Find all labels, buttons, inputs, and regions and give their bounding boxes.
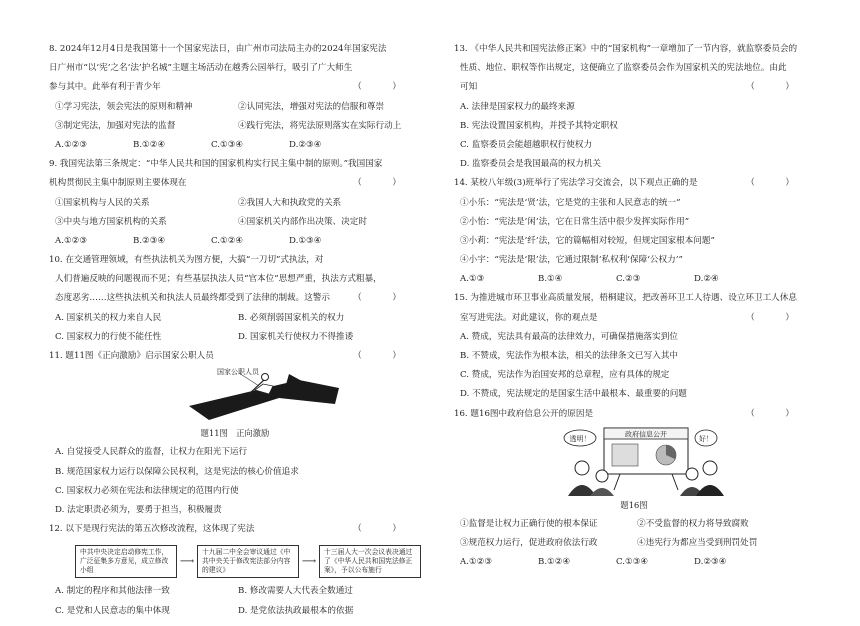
option-4: ④国家机关内部作出决策、决定时 — [238, 216, 367, 227]
option-c: C. 赞成，宪法作为治国安邦的总章程，应有具体的规定 — [460, 370, 670, 381]
option-c: C. 国家权力必须在宪法和法律规定的范围内行使 — [55, 485, 239, 496]
answer-paren: （ ） — [746, 312, 808, 323]
option-row — [49, 602, 421, 621]
option-row — [49, 98, 421, 117]
option-3: ③规范权力运行，促进政府依法行政 — [460, 538, 598, 549]
option-1: ①小乐：“宪法是‘贤’法，它是党的主张和人民意志的统一” — [460, 197, 681, 208]
option-2: ②认同宪法，增强对宪法的信服和尊崇 — [238, 101, 385, 112]
option-row — [49, 309, 421, 328]
question-10 — [49, 251, 421, 347]
choice-c: C.①③④ — [616, 557, 649, 568]
arrow-right-icon: ⟶ — [179, 556, 195, 568]
question-text: 12. 以下是现行宪法的第五次修改流程，这体现了宪法 — [49, 524, 255, 535]
option-d: D. 国家机关行使权力不得推诿 — [238, 331, 354, 342]
question-8 — [49, 40, 421, 155]
question-text: 10. 在交通管理领域，有些执法机关为图方便，大搞“一刀切”式执法，对 — [49, 255, 324, 266]
question-text: 态度恶劣……这些执法机关和执法人员最终都受到了法律的制裁。这警示 — [55, 293, 331, 304]
choice-a: A.①②③ — [55, 139, 88, 150]
question-14 — [454, 174, 814, 289]
question-16 — [454, 405, 814, 573]
question-text: 性质、地位、职权等作出规定，这便确立了监察委员会作为国家机关的宪法地位。由此 — [460, 63, 787, 74]
option-row — [454, 515, 814, 534]
option-a: A. 制定的程序和其他法律一致 — [55, 586, 170, 597]
question-9 — [49, 155, 421, 251]
left-column — [49, 40, 421, 621]
incentive-cartoon — [49, 366, 421, 424]
option-a: A. 自觉接受人民群众的监督，让权力在阳光下运行 — [55, 447, 248, 458]
option-a: A. 赞成，宪法具有最高的法律效力，可确保措施落实到位 — [460, 331, 678, 342]
question-text: 16. 题16图中政府信息公开的原因是 — [454, 408, 594, 419]
answer-paren: （ ） — [746, 408, 808, 419]
flow-step-2: 十九届二中全会审议通过《中共中央关于修改宪法部分内容的建议》 — [197, 545, 299, 578]
option-2: ②小怡：“宪法是‘闲’法，它在日常生活中很少发挥实际作用” — [460, 216, 690, 227]
choice-b: B.②③④ — [133, 235, 166, 246]
answer-paren: （ ） — [353, 82, 415, 93]
option-d: D. 不赞成，宪法规定的是国家生活中最根本、最重要的问题 — [460, 389, 687, 400]
option-row — [49, 582, 421, 601]
option-c: C. 国家权力的行使不能任性 — [55, 331, 162, 342]
option-b: B. 修改需要人大代表全数通过 — [238, 586, 353, 597]
option-row — [49, 194, 421, 213]
info-disclosure-cartoon — [454, 424, 814, 496]
choice-d: D.①③④ — [289, 235, 322, 246]
choice-b: B.①②④ — [133, 139, 166, 150]
question-text: 15. 为推进城市环卫事业高质量发展，梧桐建议，把改善环卫工人待遇、设立环卫工人休息 — [454, 293, 797, 304]
option-row — [49, 213, 421, 232]
option-4: ④违宪行为都应当受到刑罚处罚 — [637, 538, 758, 549]
answer-paren: （ ） — [353, 351, 415, 361]
option-b: B. 宪法设置国家机构，并授予其特定职权 — [460, 120, 618, 131]
option-c: C. 监察委员会能超越职权行使权力 — [460, 139, 593, 150]
option-d: D. 法定职责必须为，要勇于担当，积极履责 — [55, 504, 222, 515]
option-row — [49, 328, 421, 347]
option-d: D. 监察委员会是我国最高的权力机关 — [460, 159, 601, 170]
choice-a: A.①②③ — [460, 557, 493, 568]
figure-caption: 题16图 — [620, 499, 648, 510]
question-text: 可知 — [460, 82, 478, 93]
question-text: 室写进宪法。对此建议，你的观点是 — [460, 312, 598, 323]
question-12 — [49, 520, 421, 621]
choice-d: D.②③④ — [694, 557, 727, 568]
option-a: A. 法律是国家权力的最终来源 — [460, 101, 575, 112]
question-text: 11. 题11图《正向激励》启示国家公职人员 — [49, 351, 214, 361]
choice-b: B.①②④ — [538, 557, 571, 568]
choice-row — [454, 270, 814, 289]
choice-row — [49, 136, 421, 155]
flow-step-1: 中共中央决定启动修宪工作，广泛征集多方意见，成立修改小组 — [75, 545, 177, 578]
question-text: 8. 2024年12月4日是我国第十一个国家宪法日，由广州市司法局主办的2024年国家宪法 — [49, 44, 387, 54]
bubble-right-text: 好！ — [699, 434, 713, 443]
option-4: ④小宇：“宪法是‘限’法，它通过限制‘私权利’保障‘公权力’” — [460, 255, 683, 266]
choice-a: A.①②③ — [55, 235, 88, 246]
option-1: ①监督是让权力正确行使的根本保证 — [460, 518, 598, 529]
board-title: 政府信息公开 — [625, 430, 667, 439]
figure-caption: 题11图 正向激励 — [200, 428, 270, 439]
choice-a: A.①③ — [460, 274, 485, 285]
option-c: C. 是党和人民意志的集中体现 — [55, 605, 170, 616]
bubble-left-text: 透明！ — [569, 434, 591, 443]
figure-16-cartoon — [454, 424, 814, 496]
arrow-right-icon: ⟶ — [301, 556, 317, 568]
option-d: D. 是党依法执政最根本的依据 — [238, 605, 354, 616]
question-text: 13. 《中华人民共和国宪法修正案》中的“国家机构”一章增加了一节内容，就监察委员会的 — [454, 44, 798, 54]
choice-row — [454, 553, 814, 572]
option-3: ③制定宪法，加强对宪法的监督 — [55, 120, 176, 131]
option-2: ②我国人大和执政党的关系 — [238, 197, 342, 208]
answer-paren: （ ） — [746, 82, 808, 93]
option-row — [49, 117, 421, 136]
figure-label: 国家公职人员 — [217, 368, 259, 377]
choice-d: D.②④ — [694, 274, 719, 285]
question-13 — [454, 40, 814, 174]
right-column — [454, 40, 814, 573]
option-4: ④践行宪法，将宪法原则落实在实际行动上 — [238, 120, 402, 131]
option-a: A. 国家机关的权力来自人民 — [55, 312, 162, 323]
answer-paren: （ ） — [353, 293, 415, 304]
figure-11-cartoon — [49, 366, 421, 424]
option-b: B. 必须削弱国家机关的权力 — [238, 312, 345, 323]
flow-step-3: 十三届人大一次会议表决通过了《中华人民共和国宪法修正案》，予以公布施行 — [319, 545, 421, 578]
question-11 — [49, 347, 421, 520]
option-3: ③小莉：“宪法是‘纤’法，它的篇幅相对较短，但规定国家根本问题” — [460, 235, 715, 246]
option-b: B. 不赞成，宪法作为根本法，相关的法律条文已写入其中 — [460, 351, 679, 361]
choice-row — [49, 232, 421, 251]
option-3: ③中央与地方国家机构的关系 — [55, 216, 167, 227]
question-text: 人们普遍反映的问题视而不见；有些基层执法人员“官本位”思想严重，执法方式粗暴， — [55, 274, 382, 285]
question-text: 参与其中。此举有利于青少年 — [49, 82, 161, 93]
answer-paren: （ ） — [746, 178, 808, 189]
option-1: ①学习宪法，领会宪法的原则和精神 — [55, 101, 193, 112]
option-row — [454, 534, 814, 553]
choice-b: B.①④ — [538, 274, 563, 285]
amendment-flowchart — [75, 545, 421, 578]
question-15 — [454, 289, 814, 404]
choice-c: C.②③ — [616, 274, 641, 285]
option-1: ①国家机构与人民的关系 — [55, 197, 150, 208]
option-2: ②不受监督的权力将导致腐败 — [637, 518, 749, 529]
choice-c: C.①②④ — [211, 235, 244, 246]
question-text: 机构贯彻民主集中制原则主要体现在 — [49, 178, 187, 189]
choice-d: D.②③④ — [289, 139, 322, 150]
choice-c: C.①③④ — [211, 139, 244, 150]
answer-paren: （ ） — [353, 524, 415, 535]
question-text: 日广州市“以‘宪’之名‘法’护名城”主题主场活动在越秀公园举行，吸引了广大师生 — [49, 63, 353, 74]
answer-paren: （ ） — [353, 178, 415, 189]
question-text: 14. 某校八年级(3)班举行了宪法学习交流会，以下观点正确的是 — [454, 178, 698, 189]
question-text: 9. 我国宪法第三条规定：“中华人民共和国的国家机构实行民主集中制的原则。”我国国家 — [49, 159, 383, 170]
option-b: B. 规范国家权力运行以保障公民权利，这是宪法的核心价值追求 — [55, 466, 299, 477]
